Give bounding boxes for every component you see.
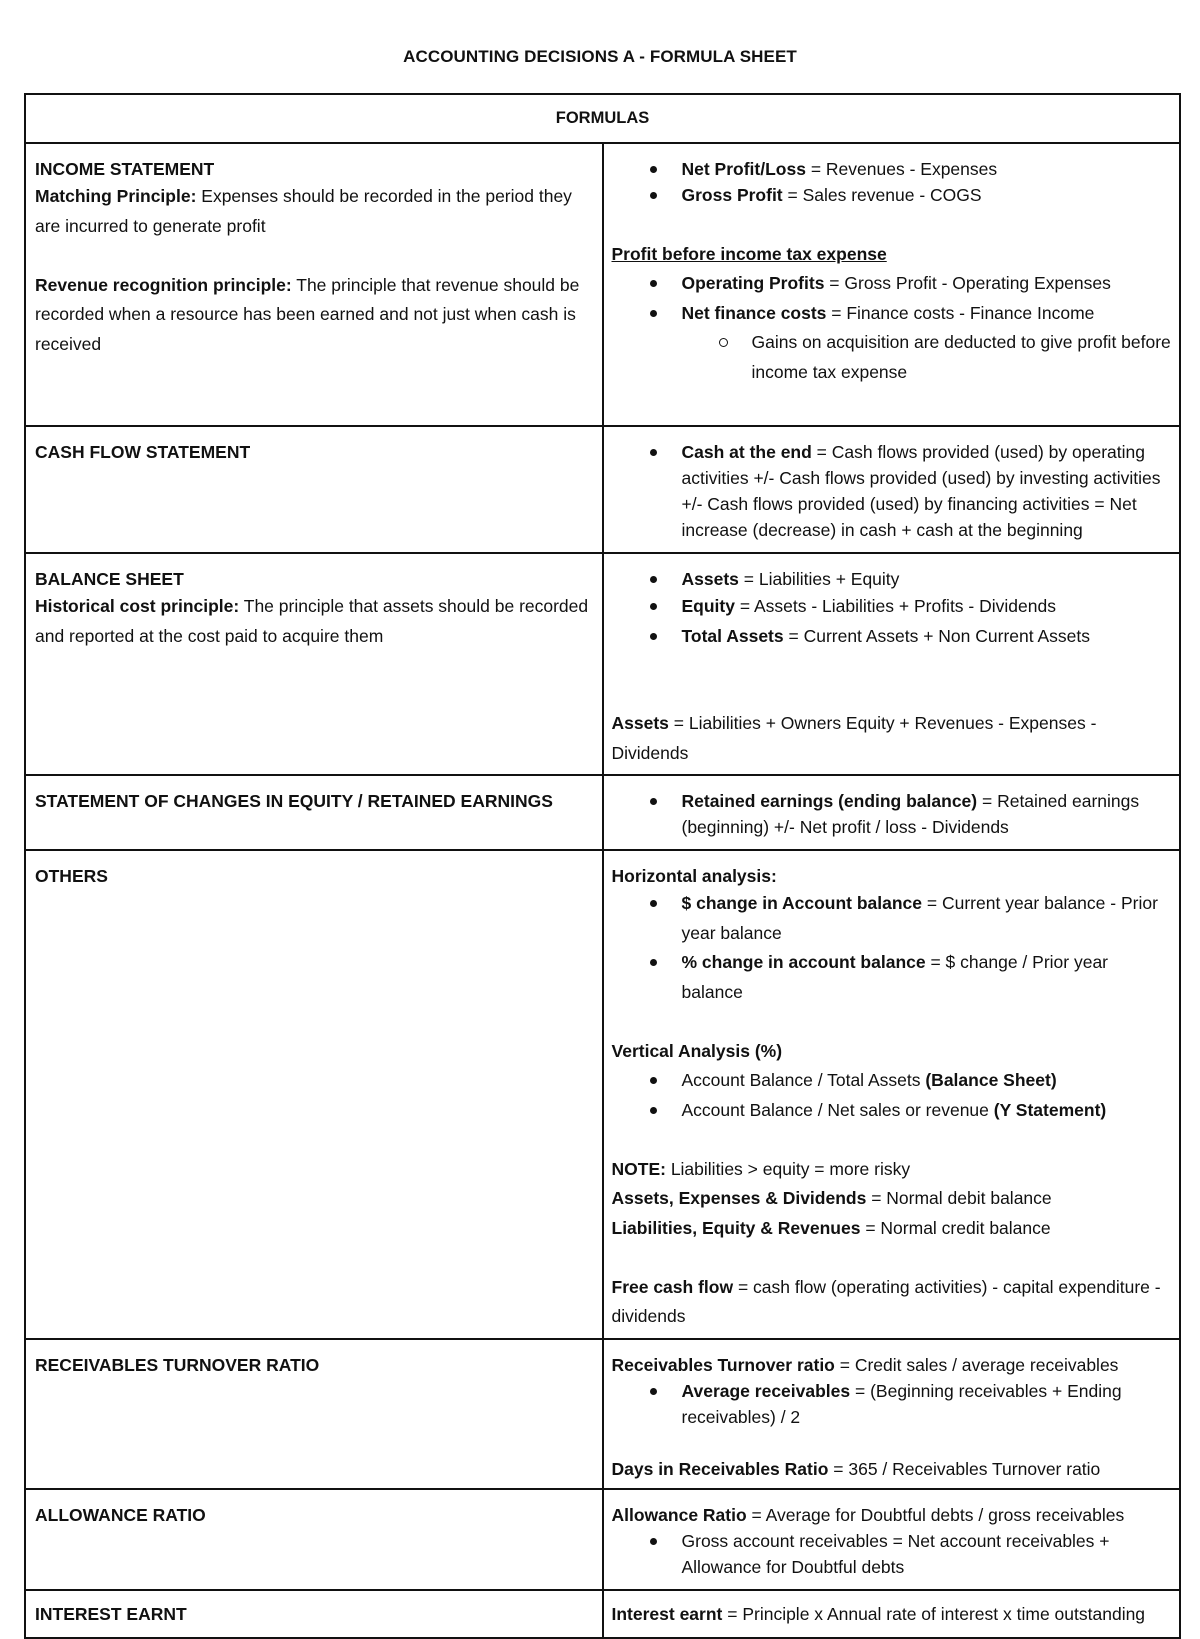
- formula-label: $ change in Account balance: [681, 893, 923, 913]
- formula-label: Cash at the end: [681, 442, 812, 462]
- formula-text: = 365 / Receivables Turnover ratio: [828, 1458, 1101, 1479]
- income-left-cell: [25, 143, 603, 426]
- list-item: [612, 566, 1172, 592]
- list-item: [612, 299, 1172, 388]
- list-item: [612, 156, 1172, 182]
- cashflow-right-cell: [603, 426, 1181, 553]
- hist-label: Historical cost principle:: [35, 596, 240, 616]
- formula-label: Receivables Turnover ratio: [611, 1354, 835, 1375]
- historical-cost-principle: [35, 592, 594, 651]
- formula-table: [24, 93, 1181, 1639]
- table-row-others: [25, 850, 1180, 1339]
- formula-label: Assets: [681, 569, 739, 589]
- fcf-text: = cash flow (operating activities) - capital expenditure - dividends: [611, 1276, 1161, 1326]
- balance-left-cell: [25, 553, 603, 775]
- table-row-receivables: [25, 1339, 1180, 1489]
- table-header-row: [25, 94, 1180, 143]
- table-row-allowance: [25, 1489, 1180, 1590]
- list-item: [612, 269, 1172, 299]
- pbt-heading: Profit before income tax expense: [611, 244, 887, 264]
- income-heading: INCOME STATEMENT: [35, 159, 215, 179]
- formula-text: = Current year balance - Prior year balance: [681, 893, 1158, 943]
- formula-label: Net Profit/Loss: [681, 159, 806, 179]
- debit-text: = Normal debit balance: [866, 1188, 1052, 1208]
- income-right-cell: [603, 143, 1181, 426]
- list-item: [612, 439, 1172, 543]
- list-item: [612, 1378, 1172, 1430]
- table-row-interest: [25, 1590, 1180, 1638]
- cashflow-heading: CASH FLOW STATEMENT: [35, 442, 251, 462]
- list-item: [612, 182, 1172, 208]
- debit-line: [612, 1184, 1172, 1214]
- formula-text: = Credit sales / average receivables: [834, 1354, 1119, 1375]
- formula-text: = Average for Doubtful debts / gross receivables: [746, 1504, 1125, 1525]
- table-row-cashflow: [25, 426, 1180, 553]
- list-item: [612, 788, 1172, 840]
- others-left-cell: [25, 850, 603, 1339]
- equity-right-cell: [603, 775, 1181, 850]
- list-item: [612, 948, 1172, 1007]
- formula-text: = Liabilities + Owners Equity + Revenues - Expenses - Dividends: [611, 713, 1097, 763]
- formula-text: = Sales revenue - COGS: [782, 185, 982, 205]
- formula-label: % change in account balance: [681, 952, 926, 972]
- formula-text: = Gross Profit - Operating Expenses: [824, 273, 1111, 293]
- allowance-heading: ALLOWANCE RATIO: [35, 1504, 206, 1525]
- formula-label: (Y Statement): [993, 1099, 1107, 1120]
- formula-label: Interest earnt: [611, 1603, 723, 1624]
- formula-label: Gross Profit: [681, 185, 783, 205]
- note-line: [612, 1155, 1172, 1185]
- cashflow-left-cell: [25, 426, 603, 553]
- formula-text: = Assets - Liabilities + Profits - Dividends: [734, 596, 1056, 616]
- credit-line: [612, 1214, 1172, 1244]
- receivables-right-cell: [603, 1339, 1181, 1489]
- matching-text: Expenses should be recorded in the period they are incurred to generate profit: [35, 186, 572, 236]
- table-header: FORMULAS: [25, 94, 1180, 143]
- formula-text: = $ change / Prior year balance: [681, 952, 1109, 1002]
- days-receivables-line: [612, 1456, 1172, 1482]
- credit-text: = Normal credit balance: [860, 1217, 1051, 1238]
- others-heading: OTHERS: [35, 866, 108, 886]
- matching-principle: [35, 182, 594, 241]
- sub-list-item: Gains on acquisition are deducted to give profit before income tax expense: [612, 328, 1172, 387]
- balance-right-cell: [603, 553, 1181, 775]
- formula-label: Total Assets: [681, 625, 784, 646]
- formula-label: Equity: [681, 596, 735, 616]
- list-item: Gross account receivables = Net account receivables + Allowance for Doubtful debts: [612, 1528, 1172, 1580]
- formula-label: Allowance Ratio: [611, 1504, 747, 1525]
- vertical-analysis-heading: Vertical Analysis (%): [611, 1040, 783, 1061]
- credit-label: Liabilities, Equity & Revenues: [611, 1217, 861, 1238]
- list-item: [612, 1096, 1172, 1126]
- interest-right-cell: [603, 1590, 1181, 1638]
- balance-heading: BALANCE SHEET: [35, 569, 184, 589]
- formula-text: = Retained earnings (beginning) +/- Net profit / loss - Dividends: [681, 791, 1140, 837]
- allowance-ratio-line: [612, 1502, 1172, 1528]
- receivables-turnover-line: [612, 1352, 1172, 1378]
- table-row-income: [25, 143, 1180, 426]
- interest-heading: INTEREST EARNT: [35, 1603, 187, 1624]
- list-item: [612, 1066, 1172, 1096]
- revenue-label: Revenue recognition principle:: [35, 274, 292, 295]
- formula-text: Account Balance / Total Assets: [681, 1070, 926, 1090]
- allowance-left-cell: [25, 1489, 603, 1590]
- formula-label: Retained earnings (ending balance): [681, 791, 978, 811]
- table-row-balance: [25, 553, 1180, 775]
- formula-text: = Principle x Annual rate of interest x time outstanding: [722, 1603, 1146, 1624]
- formula-text: Account Balance / Net sales or revenue: [681, 1099, 994, 1120]
- others-right-cell: [603, 850, 1181, 1339]
- formula-label: Assets: [611, 713, 669, 733]
- assets-expanded-formula: [612, 709, 1172, 768]
- matching-label: Matching Principle:: [35, 186, 197, 206]
- formula-label: Operating Profits: [681, 273, 825, 293]
- formula-text: = (Beginning receivables + Ending receivables) / 2: [681, 1380, 1122, 1427]
- receivables-left-cell: [25, 1339, 603, 1489]
- formula-text: = Cash flows provided (used) by operating activities +/- Cash flows provided (used) by investing activities +/- Cash flows provided (used) by financing activities = Net increase (decrease) in cash + cash at the beginning: [681, 442, 1161, 540]
- list-item: [612, 622, 1172, 652]
- formula-label: (Balance Sheet): [925, 1070, 1057, 1090]
- revenue-text: The principle that revenue should be recorded when a resource has been earned and not just when cash is received: [35, 274, 580, 354]
- horizontal-analysis-heading: Horizontal analysis:: [611, 866, 777, 886]
- debit-label: Assets, Expenses & Dividends: [611, 1188, 867, 1208]
- document-title: ACCOUNTING DECISIONS A - FORMULA SHEET: [403, 47, 797, 66]
- formula-label: Days in Receivables Ratio: [611, 1458, 829, 1479]
- formula-label: Net finance costs: [681, 302, 827, 323]
- fcf-label: Free cash flow: [611, 1276, 734, 1297]
- receivables-heading: RECEIVABLES TURNOVER RATIO: [35, 1354, 320, 1375]
- equity-left-cell: [25, 775, 603, 850]
- list-item: [612, 592, 1172, 622]
- formula-text: = Liabilities + Equity: [738, 569, 900, 589]
- free-cash-flow-line: [612, 1273, 1172, 1332]
- formula-text: = Revenues - Expenses: [805, 159, 998, 179]
- hist-text: The principle that assets should be recorded and reported at the cost paid to acquire them: [35, 596, 589, 646]
- list-item: [612, 889, 1172, 948]
- interest-left-cell: [25, 1590, 603, 1638]
- formula-text: = Current Assets + Non Current Assets: [783, 625, 1091, 646]
- formula-text: = Finance costs - Finance Income: [826, 302, 1095, 323]
- allowance-right-cell: [603, 1489, 1181, 1590]
- table-row-equity: [25, 775, 1180, 850]
- formula-label: Average receivables: [681, 1380, 851, 1401]
- note-text: Liabilities > equity = more risky: [665, 1158, 911, 1179]
- equity-heading: STATEMENT OF CHANGES IN EQUITY / RETAINED EARNINGS: [35, 791, 553, 811]
- note-label: NOTE:: [611, 1158, 666, 1179]
- revenue-principle: [35, 271, 594, 360]
- interest-line: [612, 1601, 1172, 1627]
